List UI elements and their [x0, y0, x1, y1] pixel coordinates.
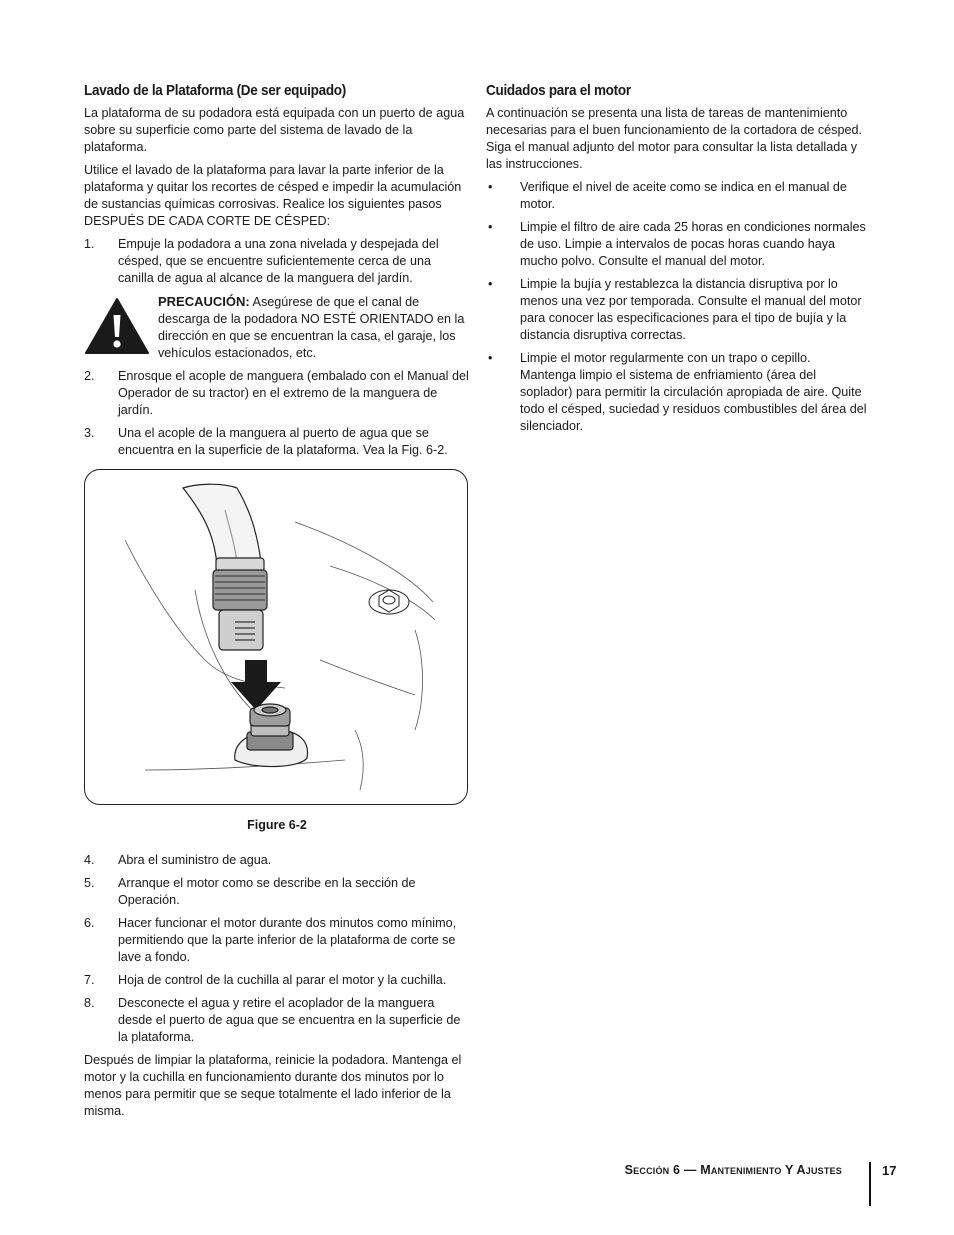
step-item: [84, 368, 470, 419]
list-item-text: Limpie el motor regularmente con un trapo o cepillo. Mantenga limpio el sistema de enfriamiento (área del soplador) para permitir la circulación apropiada de aire. Quite todo el césped, suciedad y residuos combustibles del área del silenciador.: [520, 351, 867, 433]
list-item: [486, 219, 870, 270]
section-title: Sección 6 — Mantenimiento Y Ajustes: [624, 1163, 842, 1177]
bullet: •: [488, 220, 493, 234]
step-text: Hacer funcionar el motor durante dos minutos como mínimo, permitiendo que la parte inferior de la plataforma de corte se lave a fondo.: [118, 916, 457, 964]
step-text: Enrosque el acople de manguera (embalado con el Manual del Operador de su tractor) en el extremo de la manguera de jardín.: [118, 369, 469, 417]
footer-section-title: [560, 1163, 842, 1177]
warning-triangle-icon: [84, 297, 150, 355]
step-text: Empuje la podadora a una zona nivelada y despejada del césped, que se encuentre suficientemente cerca de una canilla de agua al alcance de la manguera del jardín.: [118, 237, 439, 285]
step-number: 8.: [84, 996, 95, 1010]
list-item-text: Limpie el filtro de aire cada 25 horas en condiciones normales de uso. Limpie a intervalos de pocas horas cuando haya mucho polvo. Consulte el manual del motor.: [520, 220, 866, 268]
caution-label: PRECAUCIÓN:: [158, 294, 250, 309]
step-number: 7.: [84, 973, 95, 987]
bullet: •: [488, 180, 493, 194]
step-item: [84, 425, 470, 459]
step-text: Desconecte el agua y retire el acoplador de la manguera desde el puerto de agua que se encuentra en la superficie de la plataforma.: [118, 996, 461, 1044]
step-item: [84, 972, 470, 989]
left-column: [84, 82, 470, 1126]
page-number: 17: [882, 1163, 897, 1178]
step-item: [84, 852, 470, 869]
deck-wash-intro-2: Utilice el lavado de la plataforma para lavar la parte inferior de la plataforma y quitar los recortes de césped e impedir la acumulación de sustancias químicas corrosivas. Realice los siguientes pasos DESPUÉS DE CADA CORTE DE CÉSPED:: [84, 163, 462, 228]
step-text: Arranque el motor como se describe en la sección de Operación.: [118, 876, 416, 907]
step-text: Abra el suministro de agua.: [118, 853, 272, 867]
bullet: •: [488, 277, 493, 291]
caution-text: Asegúrese de que el canal de descarga de la podadora NO ESTÉ ORIENTADO en la dirección en que se encuentran la casa, el garaje, los vehículos estacionados, etc.: [158, 295, 465, 360]
engine-care-heading: Cuidados para el motor: [486, 82, 631, 99]
step-number: 5.: [84, 876, 95, 890]
closing-paragraph: Después de limpiar la plataforma, reinicie la podadora. Mantenga el motor y la cuchilla en funcionamiento durante dos minutos por lo menos para permitir que se seque totalmente el lado inferior de la misma.: [84, 1053, 462, 1118]
engine-care-list: [486, 179, 870, 435]
step-item: [84, 995, 470, 1046]
figure-caption: Figure 6-2: [247, 818, 307, 832]
step-text: Una el acople de la manguera al puerto de agua que se encuentra en la superficie de la plataforma. Vea la Fig. 6-2.: [118, 426, 448, 457]
steps-list-c: [84, 852, 470, 1046]
list-item-text: Limpie la bujía y restablezca la distancia disruptiva por lo menos una vez por temporada. Consulte el manual del motor para conocer las especificaciones para el tipo de bujía y la distancia disruptiva correctas.: [520, 277, 862, 342]
caution-block: [84, 293, 470, 362]
arrow-down-icon: [231, 660, 281, 710]
engine-care-intro: A continuación se presenta una lista de tareas de mantenimiento necesarias para el buen funcionamiento de la cortadora de césped. Siga el manual adjunto del motor para consultar la lista detallada y las instrucciones.: [486, 106, 862, 171]
step-text: Hoja de control de la cuchilla al parar el motor y la cuchilla.: [118, 973, 447, 987]
step-number: 3.: [84, 426, 95, 440]
step-item: [84, 915, 470, 966]
list-item: [486, 276, 870, 344]
step-number: 1.: [84, 237, 95, 251]
figure-6-2: [84, 469, 468, 805]
step-item: [84, 236, 470, 287]
step-number: 4.: [84, 853, 95, 867]
steps-list-a: [84, 236, 470, 287]
deck-wash-heading: Lavado de la Plataforma (De ser equipado): [84, 82, 347, 99]
footer-divider: [869, 1162, 871, 1206]
hose-coupler-illustration: [85, 470, 467, 804]
steps-list-b: [84, 368, 470, 459]
deck-wash-intro-1: La plataforma de su podadora está equipada con un puerto de agua sobre su superficie como parte del sistema de lavado de la plataforma.: [84, 106, 465, 154]
list-item: [486, 350, 870, 435]
list-item-text: Verifique el nivel de aceite como se indica en el manual de motor.: [520, 180, 847, 211]
right-column: [486, 82, 870, 441]
bullet: •: [488, 351, 493, 365]
step-item: [84, 875, 470, 909]
list-item: [486, 179, 870, 213]
step-number: 2.: [84, 369, 95, 383]
bolt-icon: [369, 590, 409, 614]
step-number: 6.: [84, 916, 95, 930]
